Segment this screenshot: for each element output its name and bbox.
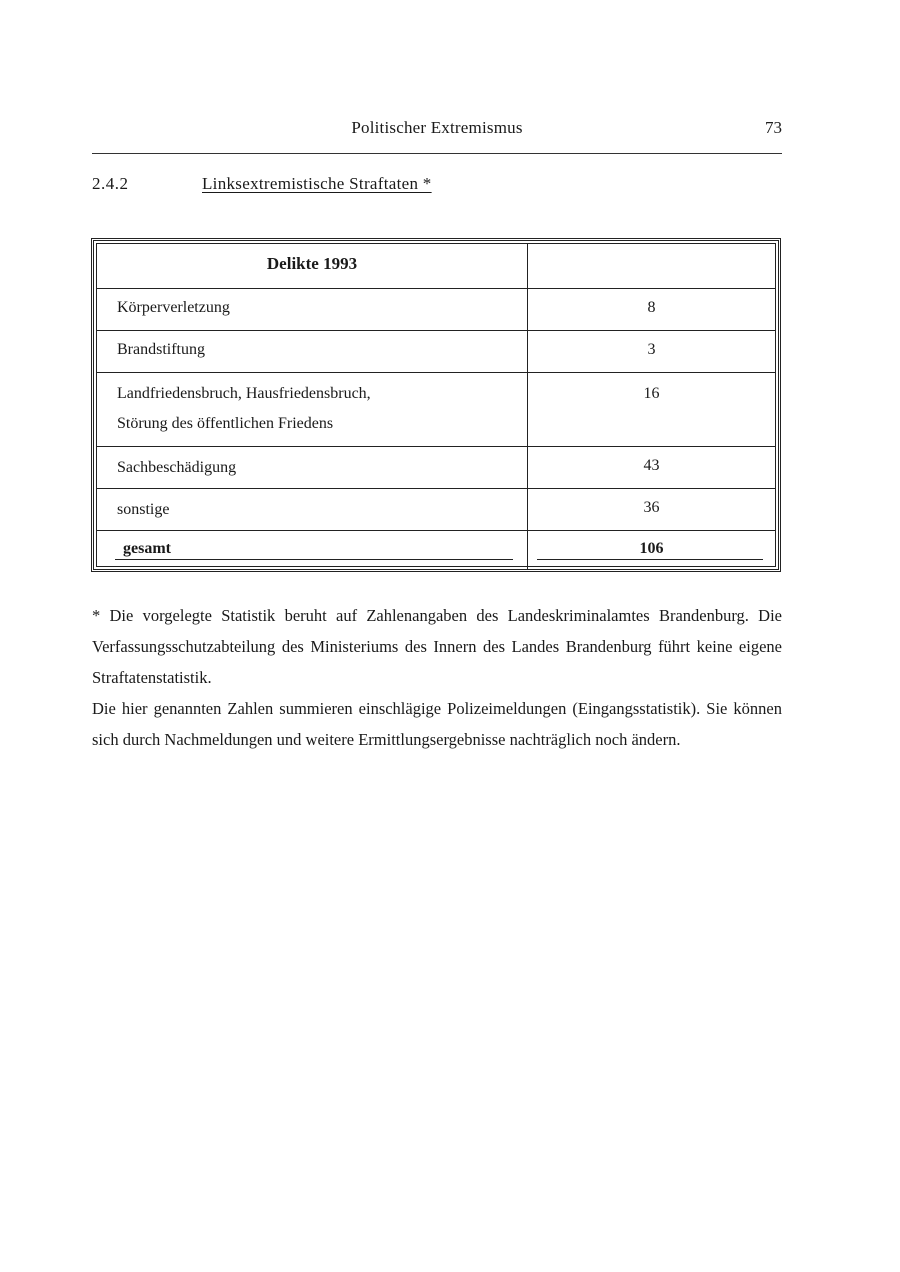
table-header-label: Delikte 1993 (266, 254, 358, 273)
footnote-paragraph: Die hier genannten Zahlen summieren einschlägige Polizeimeldungen (Eingangsstatistik). Sie können sich durch Nachmeldungen und weitere Ermittlungsergebnisse nachträglich noch ändern. (92, 699, 782, 749)
total-label: gesamt (123, 540, 171, 557)
table-row (97, 373, 775, 447)
page-header (92, 114, 782, 142)
table-total-row (97, 531, 775, 570)
total-value: 106 (639, 540, 664, 557)
page-number: 73 (765, 118, 782, 137)
row-label: sonstige (117, 501, 170, 518)
table-row (97, 447, 775, 489)
section-number: 2.4.2 (92, 174, 129, 193)
offense-table (91, 238, 781, 572)
row-label: Brandstiftung (117, 341, 205, 358)
header-rule (92, 153, 782, 154)
table-row (97, 489, 775, 531)
row-label-line1: Landfriedensbruch, Hausfriedensbruch, (117, 385, 371, 402)
column-divider (527, 244, 528, 288)
table-header-row (97, 244, 775, 289)
total-underline-left (115, 559, 513, 560)
row-value: 8 (647, 299, 656, 316)
total-underline-right (537, 559, 763, 560)
running-title: Politischer Extremismus (351, 118, 523, 137)
row-label-line2: Störung des öffentlichen Friedens (117, 415, 334, 432)
offense-table-body (96, 243, 776, 567)
row-value: 3 (647, 341, 656, 358)
row-label: Körperverletzung (117, 299, 230, 316)
footnote-paragraph: * Die vorgelegte Statistik beruht auf Zahlenangaben des Landeskriminalamtes Brandenburg. Die Verfassungsschutzabteilung des Ministeriums des Innern des Landes Brandenburg führt keine eigene Straftatenstatistik. (92, 606, 782, 687)
row-value: 16 (643, 385, 660, 402)
table-row (97, 289, 775, 331)
footnotes (92, 600, 782, 755)
row-value: 43 (643, 457, 660, 474)
column-divider (527, 373, 528, 446)
section-title: Linksextremistische Straftaten * (202, 174, 432, 193)
row-value: 36 (643, 499, 660, 516)
table-row (97, 331, 775, 373)
row-label: Sachbeschädigung (117, 459, 237, 476)
